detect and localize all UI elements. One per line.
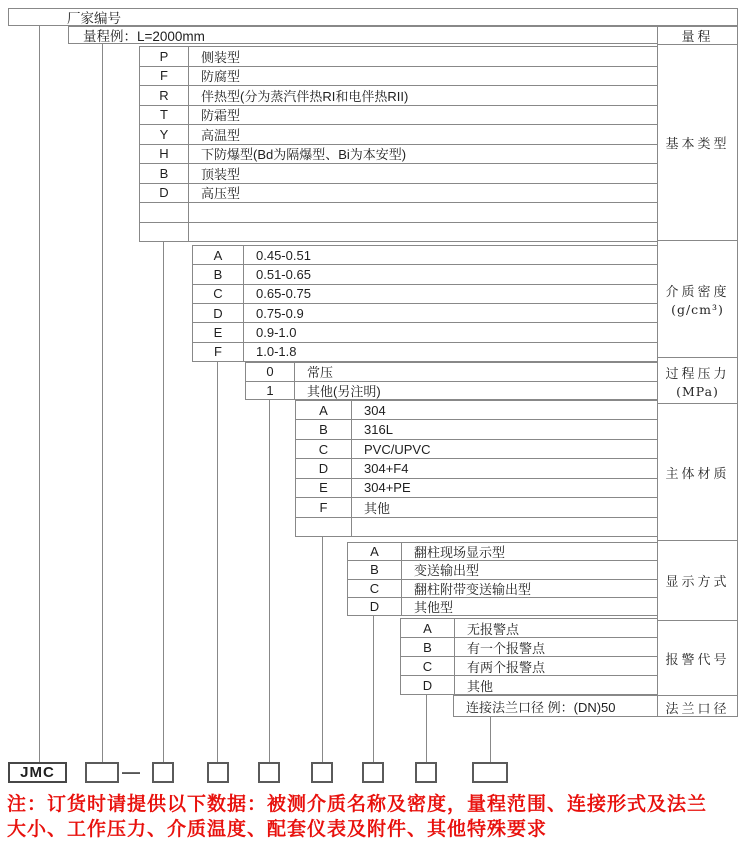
code-box-1 (85, 762, 119, 783)
code-cell: B (140, 164, 189, 183)
description-cell: 顶装型 (201, 166, 241, 182)
code-cell: B (296, 420, 352, 438)
code-cell: D (296, 459, 352, 477)
code-cell: C (193, 285, 244, 303)
code-cell: F (140, 67, 189, 86)
section-alarm-code (400, 618, 658, 695)
range-example-label: 量程例：L=2000mm (83, 29, 205, 44)
code-box-4 (258, 762, 280, 783)
description-cell: 有两个报警点 (467, 659, 546, 675)
description-cell: PVC/UPVC (364, 441, 431, 457)
model-prefix-label: JMC (20, 764, 55, 781)
code-cell: B (193, 265, 244, 283)
description-cell: 0.45-0.51 (256, 247, 311, 263)
description-cell: 304 (364, 402, 386, 418)
label-cell-4 (658, 404, 737, 541)
description-cell: 侧装型 (201, 49, 241, 65)
connector-line-5 (322, 537, 323, 762)
label-text: 显示方式 (665, 575, 730, 590)
label-text: 介质密度 (665, 285, 730, 300)
code-box-3 (207, 762, 229, 783)
label-cell-3 (658, 358, 737, 404)
table-row (401, 637, 657, 656)
description-cell (352, 518, 657, 536)
code-cell: C (401, 657, 455, 675)
description-cell: 无报警点 (467, 621, 520, 637)
table-row (140, 66, 657, 86)
table-row (296, 517, 657, 536)
code-cell: D (348, 598, 402, 615)
description-cell: 其他 (364, 500, 391, 516)
description-cell (189, 223, 657, 242)
description-cell: 有一个报警点 (467, 640, 546, 656)
description-cell: 常压 (307, 365, 334, 381)
table-row (348, 560, 657, 578)
description-cell: 0.75-0.9 (256, 305, 304, 321)
dash-glyph: — (122, 762, 140, 782)
label-cell-2 (658, 241, 737, 358)
table-row (296, 439, 657, 458)
label-text: 主体材质 (665, 466, 730, 482)
factory-number-label: 厂家编号 (67, 11, 121, 26)
connector-line-7 (426, 695, 427, 762)
table-row (193, 284, 657, 303)
label-cell-5 (658, 541, 737, 621)
code-box-2 (152, 762, 174, 783)
connector-line-2 (163, 242, 164, 762)
code-cell: D (193, 304, 244, 322)
connector-line-1 (102, 44, 103, 762)
section-display-mode (347, 542, 658, 616)
description-cell: 伴热型(分为蒸汽伴热RI和电伴热RII) (201, 88, 409, 104)
table-row (296, 478, 657, 497)
table-row (246, 363, 657, 381)
table-row (140, 144, 657, 164)
table-row (348, 579, 657, 597)
table-row (401, 656, 657, 675)
order-note-line-1: 注：订货时请提供以下数据：被测介质名称及密度，量程范围、连接形式及法兰 (7, 794, 708, 815)
code-cell: E (296, 479, 352, 497)
table-row (296, 419, 657, 438)
description-cell: 1.0-1.8 (256, 344, 297, 360)
label-cell-1 (658, 45, 737, 241)
code-cell (140, 223, 189, 242)
code-box-6 (362, 762, 384, 783)
code-cell: H (140, 145, 189, 164)
label-text: (g/cm³) (671, 302, 724, 317)
description-cell: 防霜型 (201, 108, 241, 124)
description-cell (189, 203, 657, 222)
model-code-dash (121, 762, 141, 783)
code-cell: 1 (246, 382, 295, 400)
description-cell: 高压型 (201, 186, 241, 202)
description-cell: 高温型 (201, 127, 241, 143)
code-cell: F (193, 343, 244, 361)
code-cell: D (401, 676, 455, 694)
description-cell: 316L (364, 422, 393, 438)
code-cell: B (348, 561, 402, 578)
code-cell: A (193, 246, 244, 264)
factory-number-row (8, 8, 738, 26)
section-basic-type (139, 46, 658, 242)
section-body-material (295, 400, 658, 537)
table-row (296, 401, 657, 419)
description-cell: 其他 (467, 678, 494, 694)
code-cell: A (401, 619, 455, 637)
code-cell: B (401, 638, 455, 656)
description-cell: 304+F4 (364, 460, 409, 476)
description-cell: 下防爆型(Bd为隔爆型、Bi为本安型) (201, 147, 407, 163)
code-cell: E (193, 323, 244, 341)
description-cell: 0.65-0.75 (256, 286, 311, 302)
description-cell: 变送输出型 (414, 563, 480, 579)
code-cell (296, 518, 352, 536)
table-row (348, 597, 657, 615)
code-box-7 (415, 762, 437, 783)
connector-line-0 (39, 25, 40, 762)
label-cell-7 (658, 696, 737, 718)
code-cell: C (348, 580, 402, 597)
code-box-5 (311, 762, 333, 783)
connector-line-8 (490, 717, 491, 762)
description-cell: 0.51-0.65 (256, 266, 311, 282)
table-row (140, 183, 657, 203)
table-row (401, 619, 657, 637)
code-cell: A (296, 401, 352, 419)
table-row (401, 675, 657, 694)
table-row (193, 303, 657, 322)
description-cell: 翻柱现场显示型 (414, 545, 506, 561)
connector-line-3 (217, 362, 218, 762)
table-row (140, 47, 657, 66)
table-row (140, 202, 657, 222)
code-box-8 (472, 762, 508, 783)
table-row (296, 497, 657, 516)
table-row (140, 105, 657, 125)
label-cell-6 (658, 621, 737, 696)
table-row (246, 381, 657, 400)
description-cell: 防腐型 (201, 69, 241, 85)
label-text: 法兰口径 (665, 701, 730, 717)
table-row (140, 85, 657, 105)
table-row (140, 163, 657, 183)
order-note (7, 792, 747, 842)
range-row (68, 26, 658, 44)
description-cell: 其他(另注明) (307, 383, 381, 399)
table-row (193, 342, 657, 361)
code-cell: T (140, 106, 189, 125)
table-row (296, 458, 657, 477)
code-cell: 0 (246, 363, 295, 381)
connector-line-6 (373, 616, 374, 762)
description-cell: 翻柱附带变送输出型 (414, 581, 532, 597)
description-cell: 其他型 (414, 599, 454, 615)
label-text: 报警代号 (665, 652, 730, 668)
table-row (193, 322, 657, 341)
table-row (348, 543, 657, 560)
table-row (193, 264, 657, 283)
label-text: 量程 (681, 30, 714, 45)
section-process-pressure (245, 362, 658, 400)
label-cell-0 (658, 27, 737, 45)
connector-line-4 (269, 400, 270, 762)
flange-size-text: 连接法兰口径 例：(DN)50 (466, 699, 616, 715)
model-prefix-box (8, 762, 67, 783)
code-cell: C (296, 440, 352, 458)
section-medium-density (192, 245, 658, 362)
code-cell: A (348, 543, 402, 560)
code-cell: D (140, 184, 189, 203)
code-cell: Y (140, 125, 189, 144)
code-cell: P (140, 47, 189, 66)
table-row (193, 246, 657, 264)
label-text: 过程压力 (665, 366, 730, 382)
label-text: (MPa) (676, 383, 719, 399)
table-row (140, 222, 657, 242)
code-cell: R (140, 86, 189, 105)
flange-size-row (453, 695, 658, 717)
table-row (140, 124, 657, 144)
order-note-line-2: 大小、工作压力、介质温度、配套仪表及附件、其他特殊要求 (7, 819, 548, 840)
label-text: 基本类型 (665, 137, 730, 152)
description-cell: 0.9-1.0 (256, 324, 297, 340)
code-cell: F (296, 498, 352, 516)
code-cell (140, 203, 189, 222)
description-cell: 304+PE (364, 480, 411, 496)
label-column (657, 26, 738, 717)
